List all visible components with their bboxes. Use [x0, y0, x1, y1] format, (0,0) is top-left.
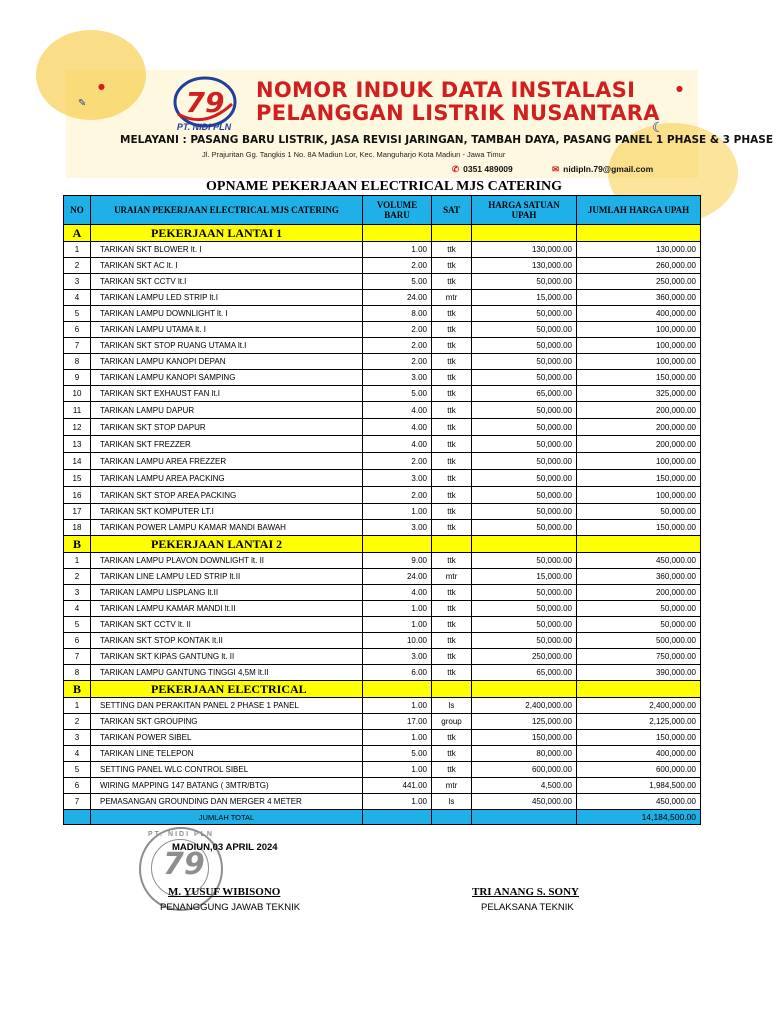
cell-price: 50,000.00 — [472, 436, 577, 453]
cell-volume: 3.00 — [363, 649, 432, 665]
letterhead-banner — [66, 70, 773, 178]
signing-date: MADIUN,03 APRIL 2024 — [172, 842, 278, 853]
cell-total: 400,000.00 — [577, 306, 701, 322]
table-body — [64, 225, 701, 825]
cell-no: 7 — [64, 338, 91, 354]
cell-total: 325,000.00 — [577, 386, 701, 402]
cell-total: 130,000.00 — [577, 242, 701, 258]
table-row — [64, 290, 701, 306]
cell-price: 50,000.00 — [472, 601, 577, 617]
cell-total: 150,000.00 — [577, 370, 701, 386]
cell-total: 450,000.00 — [577, 553, 701, 569]
table-row — [64, 242, 701, 258]
signatory-left-role: PENANGGUNG JAWAB TEKNIK — [160, 902, 301, 913]
cell-no: 2 — [64, 258, 91, 274]
cell-desc: SETTING PANEL WLC CONTROL SIBEL — [91, 762, 363, 778]
cell-unit: ttk — [432, 487, 472, 504]
company-stamp — [139, 827, 223, 911]
cell-price: 50,000.00 — [472, 520, 577, 536]
cell-desc: TARIKAN LAMPU LISPLANG lt.II — [91, 585, 363, 601]
section-header-row — [64, 536, 701, 553]
cell-unit: ttk — [432, 453, 472, 470]
cell-volume: 2.00 — [363, 258, 432, 274]
section-title: PEKERJAAN LANTAI 1 — [91, 225, 363, 242]
cell-no: 6 — [64, 778, 91, 794]
cell-unit: ttk — [432, 730, 472, 746]
cell-no: 1 — [64, 553, 91, 569]
cell-volume: 441.00 — [363, 778, 432, 794]
cell-unit: ttk — [432, 585, 472, 601]
table-row — [64, 306, 701, 322]
cell-price: 600,000.00 — [472, 762, 577, 778]
section-title: PEKERJAAN ELECTRICAL — [91, 681, 363, 698]
table-row — [64, 453, 701, 470]
cell-price: 65,000.00 — [472, 386, 577, 402]
cell-volume: 9.00 — [363, 553, 432, 569]
cell-unit: ttk — [432, 553, 472, 569]
cell-total: 200,000.00 — [577, 585, 701, 601]
table-row — [64, 617, 701, 633]
cell-no: 1 — [64, 242, 91, 258]
cell-price: 50,000.00 — [472, 354, 577, 370]
table-row — [64, 338, 701, 354]
cell-desc: TARIKAN LAMPU KANOPI SAMPING — [91, 370, 363, 386]
cell-price: 2,400,000.00 — [472, 698, 577, 714]
cell-volume: 2.00 — [363, 322, 432, 338]
cell-price: 50,000.00 — [472, 633, 577, 649]
section-letter: B — [64, 536, 91, 553]
cell-desc: TARIKAN POWER LAMPU KAMAR MANDI BAWAH — [91, 520, 363, 536]
services-text: MELAYANI : PASANG BARU LISTRIK, JASA REVISI JARINGAN, TAMBAH DAYA, PASANG PANEL 1 PHASE & 3 PHASE — [120, 134, 773, 146]
table-row — [64, 746, 701, 762]
lightning-icon: ✎ — [78, 98, 87, 109]
signatory-right-role: PELAKSANA TEKNIK — [481, 902, 574, 913]
cell-volume: 3.00 — [363, 370, 432, 386]
cell-total: 150,000.00 — [577, 730, 701, 746]
table-row — [64, 714, 701, 730]
cell-unit: ttk — [432, 274, 472, 290]
email-address: nidipln.79@gmail.com — [563, 164, 654, 174]
cell-price: 50,000.00 — [472, 617, 577, 633]
stamp-number: 79 — [163, 847, 205, 882]
cell-no: 7 — [64, 649, 91, 665]
cell-desc: TARIKAN LAMPU GANTUNG TINGGI 4,5M lt.II — [91, 665, 363, 681]
cell-total: 100,000.00 — [577, 322, 701, 338]
cell-desc: TARIKAN SKT CCTV lt. II — [91, 617, 363, 633]
cell-desc: TARIKAN SKT KIPAS GANTUNG lt. II — [91, 649, 363, 665]
cell-unit: ttk — [432, 370, 472, 386]
cell-total: 360,000.00 — [577, 569, 701, 585]
cell-desc: TARIKAN SKT STOP RUANG UTAMA lt.I — [91, 338, 363, 354]
cell-no: 17 — [64, 504, 91, 520]
cell-volume: 4.00 — [363, 402, 432, 419]
cell-total: 1,984,500.00 — [577, 778, 701, 794]
table-row — [64, 633, 701, 649]
cell-unit: ttk — [432, 386, 472, 402]
cell-unit: ttk — [432, 306, 472, 322]
cell-desc: TARIKAN SKT BLOWER lt. I — [91, 242, 363, 258]
cell-volume: 17.00 — [363, 714, 432, 730]
decor-shape — [36, 30, 146, 120]
cell-total: 750,000.00 — [577, 649, 701, 665]
col-header-price: HARGA SATUAN UPAH — [472, 196, 577, 225]
cell-volume: 2.00 — [363, 453, 432, 470]
cell-volume: 24.00 — [363, 290, 432, 306]
cell-no: 1 — [64, 698, 91, 714]
cell-unit: ttk — [432, 242, 472, 258]
cell-unit: ttk — [432, 617, 472, 633]
cell-no: 4 — [64, 290, 91, 306]
cell-total: 200,000.00 — [577, 419, 701, 436]
cell-total: 360,000.00 — [577, 290, 701, 306]
cell-total: 450,000.00 — [577, 794, 701, 810]
cell-price: 50,000.00 — [472, 370, 577, 386]
cell-price: 50,000.00 — [472, 338, 577, 354]
cell-price: 50,000.00 — [472, 504, 577, 520]
cell-price: 50,000.00 — [472, 585, 577, 601]
cell-total: 150,000.00 — [577, 470, 701, 487]
cell-no: 11 — [64, 402, 91, 419]
cell-price: 450,000.00 — [472, 794, 577, 810]
cell-price: 150,000.00 — [472, 730, 577, 746]
cell-desc: TARIKAN LAMPU DOWNLIGHT lt. I — [91, 306, 363, 322]
cell-total: 100,000.00 — [577, 338, 701, 354]
cell-volume: 24.00 — [363, 569, 432, 585]
table-row — [64, 665, 701, 681]
cell-unit: ttk — [432, 338, 472, 354]
cell-price: 50,000.00 — [472, 322, 577, 338]
logo-number: 79 — [185, 86, 225, 119]
table-row — [64, 794, 701, 810]
cell-price: 50,000.00 — [472, 274, 577, 290]
cell-price: 65,000.00 — [472, 665, 577, 681]
table-row — [64, 354, 701, 370]
cell-volume: 1.00 — [363, 242, 432, 258]
cell-no: 12 — [64, 419, 91, 436]
cell-volume: 2.00 — [363, 354, 432, 370]
cell-unit: ttk — [432, 470, 472, 487]
section-header-row — [64, 225, 701, 242]
cell-no: 13 — [64, 436, 91, 453]
total-label: JUMLAH TOTAL — [91, 810, 363, 825]
cell-desc: TARIKAN SKT FREZZER — [91, 436, 363, 453]
cell-total: 200,000.00 — [577, 436, 701, 453]
table-row — [64, 258, 701, 274]
table-row — [64, 322, 701, 338]
cell-no: 3 — [64, 730, 91, 746]
cell-unit: mtr — [432, 569, 472, 585]
cell-unit: ttk — [432, 402, 472, 419]
cell-price: 50,000.00 — [472, 306, 577, 322]
cell-desc: TARIKAN LAMPU UTAMA lt. I — [91, 322, 363, 338]
table-row — [64, 762, 701, 778]
cell-price: 125,000.00 — [472, 714, 577, 730]
table-row — [64, 569, 701, 585]
cell-desc: TARIKAN SKT EXHAUST FAN lt.I — [91, 386, 363, 402]
cell-desc: TARIKAN LAMPU AREA FREZZER — [91, 453, 363, 470]
cell-desc: TARIKAN SKT CCTV lt.I — [91, 274, 363, 290]
cell-volume: 4.00 — [363, 419, 432, 436]
cell-total: 2,125,000.00 — [577, 714, 701, 730]
col-header-desc: URAIAN PEKERJAAN ELECTRICAL MJS CATERING — [91, 196, 363, 225]
cell-no: 8 — [64, 665, 91, 681]
banner-title-line1: NOMOR INDUK DATA INSTALASI — [256, 78, 636, 102]
cell-total: 50,000.00 — [577, 601, 701, 617]
signatory-left-name: M. YUSUF WIBISONO — [168, 886, 281, 898]
cell-unit: ttk — [432, 762, 472, 778]
table-row — [64, 585, 701, 601]
cell-volume: 4.00 — [363, 585, 432, 601]
cell-desc: SETTING DAN PERAKITAN PANEL 2 PHASE 1 PANEL — [91, 698, 363, 714]
cell-volume: 1.00 — [363, 504, 432, 520]
table-row — [64, 553, 701, 569]
cell-total: 100,000.00 — [577, 453, 701, 470]
cell-price: 50,000.00 — [472, 470, 577, 487]
cell-price: 50,000.00 — [472, 553, 577, 569]
cell-no: 3 — [64, 585, 91, 601]
cell-volume: 1.00 — [363, 730, 432, 746]
cell-price: 50,000.00 — [472, 453, 577, 470]
cell-volume: 1.00 — [363, 762, 432, 778]
cell-unit: ttk — [432, 258, 472, 274]
section-title: PEKERJAAN LANTAI 2 — [91, 536, 363, 553]
cell-total: 50,000.00 — [577, 617, 701, 633]
table-row — [64, 698, 701, 714]
table-row — [64, 386, 701, 402]
cell-price: 130,000.00 — [472, 242, 577, 258]
cell-total: 500,000.00 — [577, 633, 701, 649]
phone-contact — [452, 164, 513, 175]
cell-unit: mtr — [432, 290, 472, 306]
cell-unit: ttk — [432, 354, 472, 370]
cell-no: 10 — [64, 386, 91, 402]
stamp-text: PT. NIDI PLN — [147, 831, 214, 838]
table-row — [64, 778, 701, 794]
cell-unit: ttk — [432, 633, 472, 649]
col-header-no: NO — [64, 196, 91, 225]
cell-unit: ttk — [432, 436, 472, 453]
cell-no: 9 — [64, 370, 91, 386]
cell-desc: TARIKAN SKT STOP DAPUR — [91, 419, 363, 436]
cell-no: 7 — [64, 794, 91, 810]
cell-desc: TARIKAN LAMPU AREA PACKING — [91, 470, 363, 487]
cell-price: 50,000.00 — [472, 487, 577, 504]
table-row — [64, 470, 701, 487]
table-row — [64, 436, 701, 453]
cell-volume: 4.00 — [363, 436, 432, 453]
table-row — [64, 520, 701, 536]
cell-desc: TARIKAN LAMPU KAMAR MANDI lt.II — [91, 601, 363, 617]
cell-no: 5 — [64, 762, 91, 778]
cell-desc: TARIKAN SKT KOMPUTER LT.I — [91, 504, 363, 520]
cell-desc: TARIKAN SKT AC lt. I — [91, 258, 363, 274]
cell-no: 6 — [64, 322, 91, 338]
cell-no: 6 — [64, 633, 91, 649]
table-row — [64, 649, 701, 665]
cell-no: 16 — [64, 487, 91, 504]
company-name: PT. NIDI PLN — [176, 122, 232, 132]
cell-desc: TARIKAN LINE TELEPON — [91, 746, 363, 762]
cell-total: 50,000.00 — [577, 504, 701, 520]
cell-volume: 1.00 — [363, 794, 432, 810]
cell-price: 15,000.00 — [472, 569, 577, 585]
cell-unit: ttk — [432, 504, 472, 520]
table-row — [64, 504, 701, 520]
phone-number: 0351 489009 — [463, 164, 513, 174]
cell-unit: ttk — [432, 322, 472, 338]
cell-volume: 10.00 — [363, 633, 432, 649]
cell-desc: WIRING MAPPING 147 BATANG ( 3MTR/BTG) — [91, 778, 363, 794]
cell-price: 130,000.00 — [472, 258, 577, 274]
cell-no: 2 — [64, 569, 91, 585]
cell-total: 200,000.00 — [577, 402, 701, 419]
cell-volume: 2.00 — [363, 487, 432, 504]
cell-unit: ttk — [432, 419, 472, 436]
cell-unit: group — [432, 714, 472, 730]
cell-unit: ttk — [432, 520, 472, 536]
table-row — [64, 274, 701, 290]
cell-desc: TARIKAN LAMPU LED STRIP lt.I — [91, 290, 363, 306]
crescent-icon: ☾ — [652, 120, 665, 136]
table-row — [64, 370, 701, 386]
phone-icon: ✆ — [452, 164, 460, 174]
cell-desc: TARIKAN LAMPU PLAVON DOWNLIGHT lt. II — [91, 553, 363, 569]
col-header-unit: SAT — [432, 196, 472, 225]
col-header-volume: VOLUME BARU — [363, 196, 432, 225]
cell-volume: 6.00 — [363, 665, 432, 681]
banner-title-line2: PELANGGAN LISTRIK NUSANTARA — [256, 101, 660, 125]
mail-icon: ✉ — [552, 164, 560, 174]
section-letter: A — [64, 225, 91, 242]
table-row — [64, 402, 701, 419]
cell-desc: PEMASANGAN GROUNDING DAN MERGER 4 METER — [91, 794, 363, 810]
cell-no: 8 — [64, 354, 91, 370]
cell-total: 100,000.00 — [577, 487, 701, 504]
cell-desc: TARIKAN LINE LAMPU LED STRIP lt.II — [91, 569, 363, 585]
cell-unit: ttk — [432, 665, 472, 681]
cell-volume: 3.00 — [363, 470, 432, 487]
cell-unit: mtr — [432, 778, 472, 794]
dot-icon: ● — [676, 84, 683, 93]
cell-total: 260,000.00 — [577, 258, 701, 274]
cell-price: 15,000.00 — [472, 290, 577, 306]
cell-volume: 1.00 — [363, 698, 432, 714]
cell-price: 50,000.00 — [472, 402, 577, 419]
cell-total: 390,000.00 — [577, 665, 701, 681]
cell-unit: ls — [432, 794, 472, 810]
cell-no: 5 — [64, 617, 91, 633]
table-header-row — [64, 196, 701, 225]
total-value: 14,184,500.00 — [577, 810, 701, 825]
cell-price: 80,000.00 — [472, 746, 577, 762]
cell-volume: 1.00 — [363, 617, 432, 633]
table-row — [64, 487, 701, 504]
cell-desc: TARIKAN SKT STOP KONTAK lt.II — [91, 633, 363, 649]
section-header-row — [64, 681, 701, 698]
cell-unit: ttk — [432, 601, 472, 617]
cell-volume: 1.00 — [363, 601, 432, 617]
cell-total: 600,000.00 — [577, 762, 701, 778]
cell-volume: 5.00 — [363, 386, 432, 402]
cell-volume: 5.00 — [363, 746, 432, 762]
email-contact — [552, 164, 653, 175]
cell-unit: ttk — [432, 649, 472, 665]
cell-total: 2,400,000.00 — [577, 698, 701, 714]
col-header-total: JUMLAH HARGA UPAH — [577, 196, 701, 225]
cell-no: 18 — [64, 520, 91, 536]
cell-volume: 5.00 — [363, 274, 432, 290]
document-title: OPNAME PEKERJAAN ELECTRICAL MJS CATERING — [206, 179, 562, 194]
table-row — [64, 419, 701, 436]
cell-no: 14 — [64, 453, 91, 470]
dot-icon: ● — [98, 82, 105, 91]
cell-volume: 2.00 — [363, 338, 432, 354]
cell-desc: TARIKAN POWER SIBEL — [91, 730, 363, 746]
cell-no: 2 — [64, 714, 91, 730]
cell-price: 4,500.00 — [472, 778, 577, 794]
cell-no: 4 — [64, 746, 91, 762]
address-text: Jl. Prajuritan Gg. Tangkis 1 No. 8A Madiun Lor, Kec. Manguharjo Kota Madiun - Jawa Timur — [202, 150, 506, 159]
cell-desc: TARIKAN SKT GROUPING — [91, 714, 363, 730]
cell-no: 3 — [64, 274, 91, 290]
cell-unit: ttk — [432, 746, 472, 762]
cell-unit: ls — [432, 698, 472, 714]
cell-volume: 8.00 — [363, 306, 432, 322]
cell-total: 400,000.00 — [577, 746, 701, 762]
opname-table — [63, 195, 701, 825]
cell-desc: TARIKAN LAMPU KANOPI DEPAN — [91, 354, 363, 370]
cell-desc: TARIKAN SKT STOP AREA PACKING — [91, 487, 363, 504]
cell-no: 4 — [64, 601, 91, 617]
cell-price: 50,000.00 — [472, 419, 577, 436]
cell-total: 150,000.00 — [577, 520, 701, 536]
signatory-right-name: TRI ANANG S. SONY — [472, 886, 579, 898]
cell-desc: TARIKAN LAMPU DAPUR — [91, 402, 363, 419]
cell-no: 15 — [64, 470, 91, 487]
cell-no: 5 — [64, 306, 91, 322]
cell-total: 250,000.00 — [577, 274, 701, 290]
table-row — [64, 730, 701, 746]
total-row — [64, 810, 701, 825]
cell-total: 100,000.00 — [577, 354, 701, 370]
cell-price: 250,000.00 — [472, 649, 577, 665]
table-row — [64, 601, 701, 617]
cell-volume: 3.00 — [363, 520, 432, 536]
section-letter: B — [64, 681, 91, 698]
